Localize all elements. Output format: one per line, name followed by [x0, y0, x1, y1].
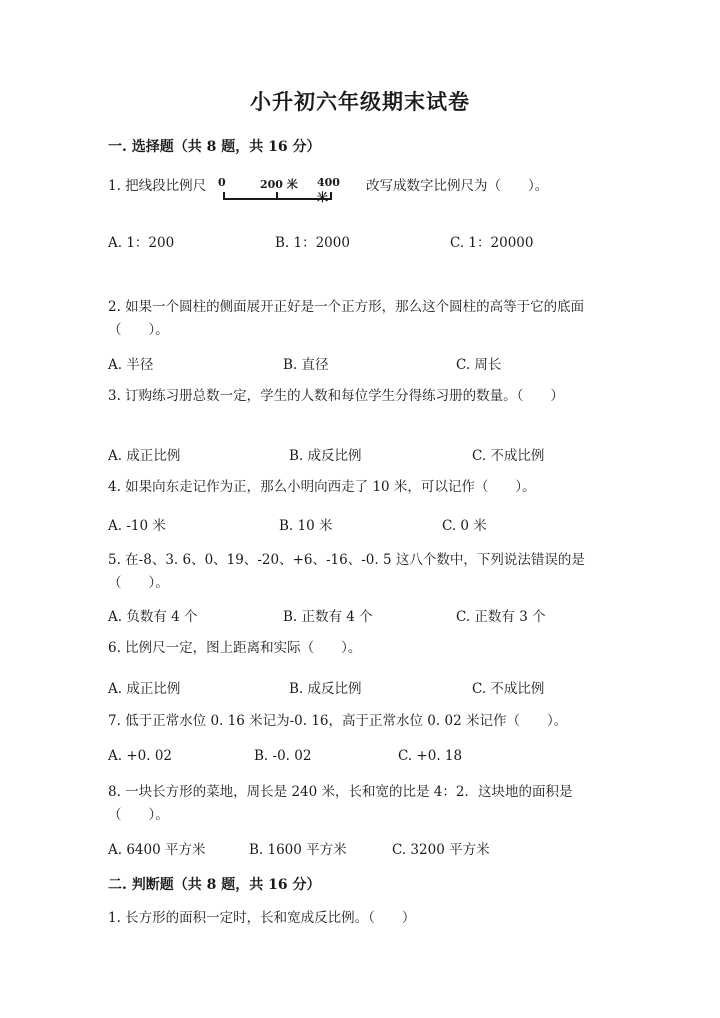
section-heading-choice: 一. 选择题（共 8 题，共 16 分）	[108, 139, 321, 155]
scale-bar	[214, 190, 354, 204]
scale-label-400: 400 米	[317, 176, 340, 204]
question-6: 6. 比例尺一定，图上距离和实际（ ）。	[108, 640, 362, 656]
scale-label-200: 200 米	[260, 178, 298, 191]
q4-option-b[interactable]: B. 10 米	[279, 518, 333, 534]
q3-option-b[interactable]: B. 成反比例	[289, 448, 362, 464]
question-7: 7. 低于正常水位 0. 16 米记为-0. 16，高于正常水位 0. 02 米记作（ ）。	[108, 713, 568, 729]
question-1-prefix: 1. 把线段比例尺	[108, 178, 207, 194]
question-2: 2. 如果一个圆柱的侧面展开正好是一个正方形，那么这个圆柱的高等于它的底面（ ）。	[108, 299, 585, 338]
scale-label-0: 0	[218, 176, 226, 189]
q4-option-c[interactable]: C. 0 米	[442, 518, 487, 534]
q6-option-c[interactable]: C. 不成比例	[472, 681, 545, 697]
q8-option-c[interactable]: C. 3200 平方米	[392, 842, 490, 858]
q1-option-a[interactable]: A. 1：200	[108, 235, 175, 251]
q3-option-c[interactable]: C. 不成比例	[472, 448, 545, 464]
q7-option-b[interactable]: B. -0. 02	[254, 748, 312, 764]
question-3: 3. 订购练习册总数一定，学生的人数和每位学生分得练习册的数量。（ ）	[108, 388, 564, 404]
q1-option-c[interactable]: C. 1：20000	[450, 235, 534, 251]
q1-option-b[interactable]: B. 1：2000	[275, 235, 350, 251]
question-4: 4. 如果向东走记作为正，那么小明向西走了 10 米，可以记作（ ）。	[108, 479, 536, 495]
question-5: 5. 在-8、3. 6、0、19、-20、+6、-16、-0. 5 这八个数中，下列说法错误的是（ ）。	[108, 552, 585, 591]
question-8: 8. 一块长方形的菜地，周长是 240 米，长和宽的比是 4：2．这块地的面积是（ ）。	[108, 784, 573, 823]
q7-option-c[interactable]: C. +0. 18	[398, 748, 463, 764]
q7-option-a[interactable]: A. +0. 02	[108, 748, 172, 764]
q8-option-a[interactable]: A. 6400 平方米	[108, 842, 206, 858]
q6-option-b[interactable]: B. 成反比例	[289, 681, 362, 697]
q6-option-a[interactable]: A. 成正比例	[108, 681, 181, 697]
q2-option-a[interactable]: A. 半径	[108, 357, 154, 373]
q3-option-a[interactable]: A. 成正比例	[108, 448, 181, 464]
q8-option-b[interactable]: B. 1600 平方米	[249, 842, 347, 858]
q5-option-b[interactable]: B. 正数有 4 个	[283, 609, 373, 625]
question-1-suffix: 改写成数字比例尺为（ ）。	[366, 178, 549, 194]
q5-option-a[interactable]: A. 负数有 4 个	[108, 609, 198, 625]
q5-option-c[interactable]: C. 正数有 3 个	[456, 609, 546, 625]
q4-option-a[interactable]: A. -10 米	[108, 518, 166, 534]
page-title: 小升初六年级期末试卷	[250, 89, 470, 114]
section-heading-judgement: 二. 判断题（共 8 题，共 16 分）	[108, 877, 321, 893]
q2-option-c[interactable]: C. 周长	[456, 357, 502, 373]
q2-option-b[interactable]: B. 直径	[283, 357, 329, 373]
line-scale-figure	[214, 176, 354, 204]
judgement-1: 1. 长方形的面积一定时，长和宽成反比例。（ ）	[108, 910, 416, 926]
